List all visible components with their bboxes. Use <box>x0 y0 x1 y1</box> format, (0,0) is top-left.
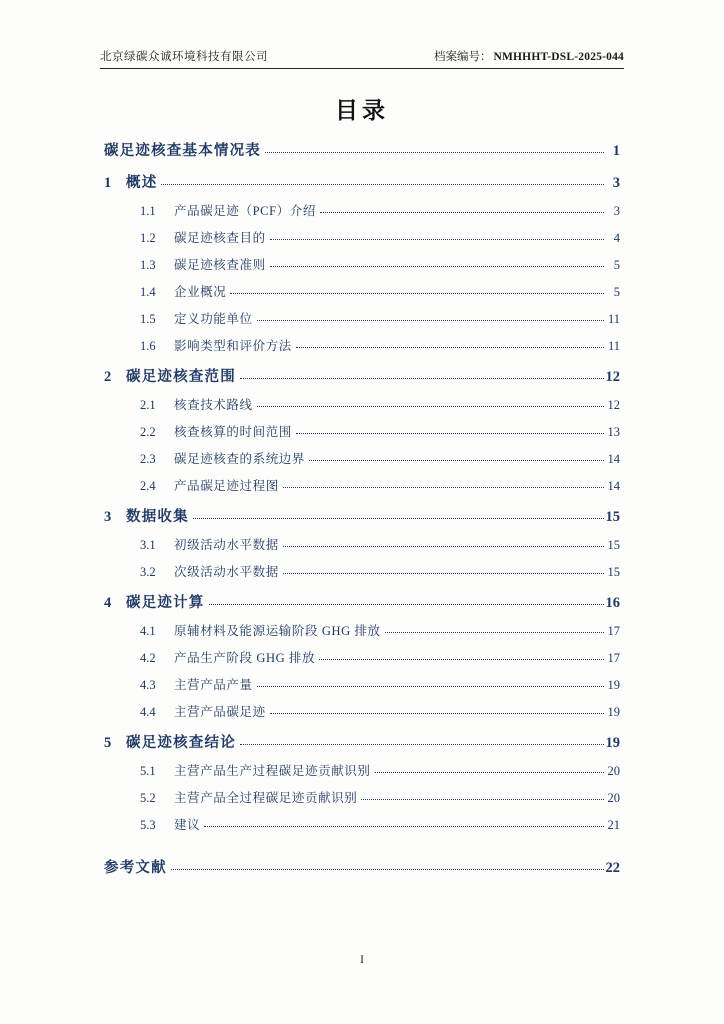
toc-entry[interactable] <box>104 788 620 806</box>
toc-leader-dots <box>240 733 604 745</box>
toc-entry-label: 主营产品生产过程碳足迹贡献识别 <box>174 764 371 778</box>
toc-entry-label: 概述 <box>126 175 158 191</box>
toc-entry-page-number: 16 <box>605 595 620 611</box>
toc-leader-dots <box>204 817 604 827</box>
toc-leader-dots <box>161 173 604 185</box>
toc-entry-page-number: 5 <box>613 258 620 272</box>
toc-entry-page-number: 15 <box>607 538 620 552</box>
toc-entry[interactable] <box>104 365 620 386</box>
toc-entry-number: 3.1 <box>140 538 156 552</box>
toc-entry-number: 1 <box>104 175 112 191</box>
toc-entry-number: 1.1 <box>140 204 156 218</box>
toc-entry-label: 建议 <box>174 818 201 832</box>
toc-entry-page-number: 17 <box>607 624 620 638</box>
page-header <box>100 48 624 69</box>
toc-entry-number: 1.6 <box>140 339 156 353</box>
toc-entry-label: 产品生产阶段 GHG 排放 <box>174 651 316 665</box>
toc-entry[interactable] <box>104 309 620 327</box>
toc-entry-number: 4.3 <box>140 678 156 692</box>
toc-entry-number: 1.5 <box>140 312 156 326</box>
toc-entry-page-number: 22 <box>605 860 620 876</box>
toc-entry-page-number: 15 <box>605 509 620 525</box>
toc-entry-page-number: 14 <box>607 452 620 466</box>
toc-leader-dots <box>257 397 604 407</box>
toc-entry-label: 碳足迹核查目的 <box>174 231 266 245</box>
toc-entry-page-number: 19 <box>605 735 620 751</box>
toc-entry-label: 参考文献 <box>104 860 167 876</box>
toc-leader-dots <box>265 141 604 153</box>
toc-leader-dots <box>296 338 604 348</box>
toc-entry-label: 碳足迹核查结论 <box>126 735 236 751</box>
toc-entry-label: 初级活动水平数据 <box>174 538 279 552</box>
footer-page-number: I <box>360 954 364 966</box>
toc-entry[interactable] <box>104 228 620 246</box>
toc-entry-label: 产品碳足迹（PCF）介绍 <box>174 204 316 218</box>
toc-entry-page-number: 19 <box>607 678 620 692</box>
toc-entry-number: 2.2 <box>140 425 156 439</box>
toc-leader-dots <box>361 790 604 800</box>
toc-entry[interactable] <box>104 731 620 752</box>
toc-entry-number: 4.1 <box>140 624 156 638</box>
toc-entry-page-number: 4 <box>613 231 620 245</box>
toc-entry[interactable] <box>104 675 620 693</box>
toc-entry-page-number: 21 <box>607 818 620 832</box>
toc-leader-dots <box>319 650 604 660</box>
toc-leader-dots <box>309 451 604 461</box>
toc-entry[interactable] <box>104 702 620 720</box>
toc-entry[interactable] <box>104 395 620 413</box>
toc-leader-dots <box>270 704 604 714</box>
toc-entry-number: 2.4 <box>140 479 156 493</box>
toc-entry-number: 1.4 <box>140 285 156 299</box>
toc-entry-number: 5.3 <box>140 818 156 832</box>
toc-entry-page-number: 12 <box>607 398 620 412</box>
toc-leader-dots <box>375 763 604 773</box>
toc-leader-dots <box>296 424 604 434</box>
toc-entry[interactable] <box>104 535 620 553</box>
toc-entry-number: 5.1 <box>140 764 156 778</box>
toc-leader-dots <box>257 677 604 687</box>
toc-entry-label: 碳足迹核查准则 <box>174 258 266 272</box>
toc-entry-label: 主营产品产量 <box>174 678 253 692</box>
toc-entry-number: 2 <box>104 369 112 385</box>
toc-entry-page-number: 17 <box>607 651 620 665</box>
toc-leader-dots <box>283 537 604 547</box>
toc-entry-label: 主营产品全过程碳足迹贡献识别 <box>174 791 358 805</box>
toc-entry-label: 核查核算的时间范围 <box>174 425 292 439</box>
toc-entry-label: 碳足迹核查的系统边界 <box>174 452 306 466</box>
toc-entry[interactable] <box>104 621 620 639</box>
toc-entry-label: 碳足迹计算 <box>126 595 205 611</box>
toc-entry-number: 3.2 <box>140 565 156 579</box>
toc-entry[interactable] <box>104 476 620 494</box>
toc-entry-label: 数据收集 <box>126 509 189 525</box>
toc-leader-dots <box>270 257 604 267</box>
toc-entry-page-number: 3 <box>613 204 620 218</box>
toc-entry-page-number: 12 <box>605 369 620 385</box>
toc-entry-number: 4.2 <box>140 651 156 665</box>
toc-entry-number: 4.4 <box>140 705 156 719</box>
toc-entry[interactable] <box>104 171 620 192</box>
toc-entry-number: 2.1 <box>140 398 156 412</box>
toc-spacer <box>104 833 620 845</box>
toc-entry-page-number: 11 <box>607 339 620 353</box>
toc-entry-page-number: 19 <box>607 705 620 719</box>
archive-code: NMHHHT-DSL-2025-044 <box>493 51 624 63</box>
toc-leader-dots <box>257 311 604 321</box>
toc-entry-page-number: 20 <box>607 764 620 778</box>
toc-entry-label: 次级活动水平数据 <box>174 565 279 579</box>
page-title: 目录 <box>335 98 389 123</box>
toc-entry[interactable] <box>104 422 620 440</box>
toc-leader-dots <box>270 230 604 240</box>
toc-entry-number: 5.2 <box>140 791 156 805</box>
toc-entry[interactable] <box>104 449 620 467</box>
toc-entry-label: 产品碳足迹过程图 <box>174 479 279 493</box>
toc-leader-dots <box>283 478 604 488</box>
toc-entry-page-number: 11 <box>607 312 620 326</box>
toc-entry-label: 原辅材料及能源运输阶段 GHG 排放 <box>174 624 381 638</box>
toc-entry-label: 影响类型和评价方法 <box>174 339 292 353</box>
header-archive <box>434 48 624 64</box>
toc-leader-dots <box>230 284 604 294</box>
toc-entry-label: 碳足迹核查基本情况表 <box>104 143 261 159</box>
toc-entry[interactable] <box>104 648 620 666</box>
toc-entry[interactable] <box>104 336 620 354</box>
toc-entry-number: 4 <box>104 595 112 611</box>
toc-entry[interactable] <box>104 815 620 833</box>
toc-leader-dots <box>171 858 604 870</box>
toc-entry-label: 主营产品碳足迹 <box>174 705 266 719</box>
toc-entry-number: 5 <box>104 735 112 751</box>
toc-entry-label: 碳足迹核查范围 <box>126 369 236 385</box>
toc-entry-page-number: 1 <box>612 143 620 159</box>
toc-entry-number: 2.3 <box>140 452 156 466</box>
toc-entry[interactable] <box>104 761 620 779</box>
toc-entry-number: 1.2 <box>140 231 156 245</box>
toc-leader-dots <box>385 623 604 633</box>
toc-entry[interactable] <box>104 591 620 612</box>
toc-entry[interactable] <box>104 201 620 219</box>
archive-label: 档案编号： <box>433 51 492 63</box>
toc-entry-page-number: 14 <box>607 479 620 493</box>
toc-leader-dots <box>209 593 604 605</box>
toc-entry[interactable] <box>104 282 620 300</box>
toc-entry-page-number: 20 <box>607 791 620 805</box>
toc-leader-dots <box>320 203 604 213</box>
toc-leader-dots <box>193 507 604 519</box>
toc-entry-page-number: 3 <box>612 175 620 191</box>
toc-leader-dots <box>240 367 604 379</box>
toc-entry[interactable] <box>104 505 620 526</box>
toc-entry-label: 定义功能单位 <box>174 312 253 326</box>
toc-entry-page-number: 13 <box>607 425 620 439</box>
toc-entry-number: 3 <box>104 509 112 525</box>
toc-entry-page-number: 5 <box>613 285 620 299</box>
header-company-name: 北京绿碳众诚环境科技有限公司 <box>100 51 268 63</box>
toc-leader-dots <box>283 564 604 574</box>
toc-entry-label: 核查技术路线 <box>174 398 253 412</box>
toc-entry-page-number: 15 <box>607 565 620 579</box>
toc-entry-number: 1.3 <box>140 258 156 272</box>
toc-entry[interactable] <box>104 562 620 580</box>
toc-entry[interactable] <box>104 856 620 877</box>
table-of-contents <box>104 128 620 877</box>
toc-entry[interactable] <box>104 255 620 273</box>
toc-entry[interactable] <box>104 139 620 160</box>
toc-entry-label: 企业概况 <box>174 285 227 299</box>
